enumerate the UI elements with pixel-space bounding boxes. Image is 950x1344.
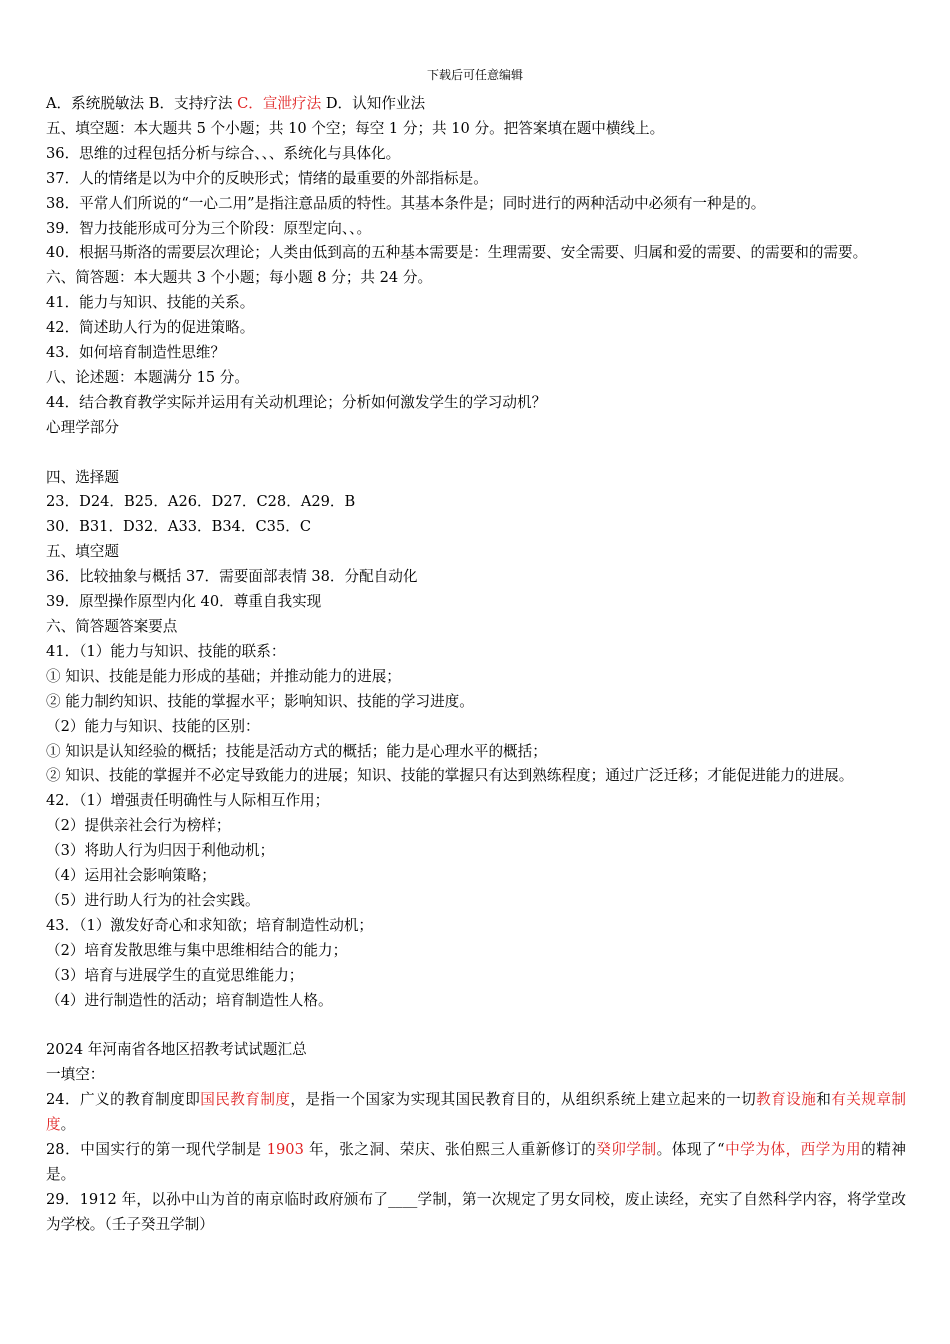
text-line bbox=[46, 839, 906, 864]
text-segment: （2）能力与知识、技能的区别： bbox=[46, 717, 260, 735]
text-line bbox=[46, 565, 906, 590]
text-segment: ① 知识、技能是能力形成的基础；并推动能力的进展； bbox=[46, 667, 401, 685]
text-line bbox=[46, 615, 906, 640]
answer-text: 国民教育制度 bbox=[200, 1091, 291, 1109]
text-line bbox=[46, 715, 906, 740]
text-segment: 2024 年河南省各地区招教考试试题汇总 bbox=[46, 1041, 307, 1059]
text-segment: 38．平常人们所说的“一心二用”是指注意品质的特性。其基本条件是；同时进行的两种活动中必须有一种是的。 bbox=[46, 194, 766, 212]
text-line bbox=[46, 1188, 906, 1238]
text-line bbox=[46, 1038, 906, 1063]
text-segment: A．系统脱敏法 B．支持疗法 bbox=[46, 95, 238, 112]
text-segment: 39．智力技能形成可分为三个阶段：原型定向、、。 bbox=[46, 219, 372, 237]
answer-text: 癸卯学制 bbox=[596, 1141, 657, 1159]
text-line bbox=[46, 316, 906, 341]
text-segment: 六、简答题答案要点 bbox=[46, 618, 178, 636]
document-body bbox=[46, 92, 906, 1238]
text-line bbox=[46, 391, 906, 416]
text-line bbox=[46, 266, 906, 291]
text-line bbox=[46, 740, 906, 765]
text-line bbox=[46, 764, 906, 789]
text-line bbox=[46, 789, 906, 814]
text-segment: ② 能力制约知识、技能的掌握水平；影响知识、技能的学习进度。 bbox=[46, 692, 474, 710]
text-line bbox=[46, 665, 906, 690]
text-line bbox=[46, 117, 906, 142]
text-segment: （5）进行助人行为的社会实践。 bbox=[46, 891, 260, 909]
text-line bbox=[46, 341, 906, 366]
text-line bbox=[46, 291, 906, 316]
text-line bbox=[46, 466, 906, 491]
text-segment: 28．中国实行的第一现代学制是 bbox=[46, 1141, 267, 1159]
text-line bbox=[46, 914, 906, 939]
text-segment: 43．如何培育制造性思维？ bbox=[46, 344, 226, 362]
text-segment: 。体现了“ bbox=[656, 1141, 725, 1159]
text-line bbox=[46, 814, 906, 839]
text-line bbox=[46, 490, 906, 515]
text-segment: 的精神是。 bbox=[46, 1141, 906, 1183]
text-line bbox=[46, 1138, 906, 1188]
text-segment: 40．根据马斯洛的需要层次理论；人类由低到高的五种基本需要是：生理需要、安全需要、归属和爱的需要、的需要和的需要。 bbox=[46, 244, 868, 262]
text-segment: 心理学部分 bbox=[46, 418, 119, 436]
text-line bbox=[46, 640, 906, 665]
text-segment: 和 bbox=[816, 1091, 832, 1109]
text-segment: （4）进行制造性的活动；培育制造性人格。 bbox=[46, 991, 333, 1009]
text-segment: 五、填空题：本大题共 5 个小题；共 10 个空；每空 1 分；共 10 分。把答案填在题中横线上。 bbox=[46, 119, 665, 137]
text-segment: 42．简述助人行为的促进策略。 bbox=[46, 319, 255, 337]
text-line bbox=[46, 515, 906, 540]
page-header: 下载后可任意编辑 bbox=[426, 68, 523, 82]
text-line bbox=[46, 92, 906, 117]
answer-text: 有关规章制度 bbox=[46, 1091, 906, 1134]
text-segment: 36．思维的过程包括分析与综合、、、系统化与具体化。 bbox=[46, 144, 401, 162]
text-line bbox=[46, 192, 906, 217]
text-segment: 30．B31．D32．A33．B34．C35．C bbox=[46, 518, 312, 536]
text-segment: 一填空： bbox=[46, 1066, 105, 1084]
text-line bbox=[46, 142, 906, 167]
text-line bbox=[46, 217, 906, 242]
text-segment: （3）将助人行为归因于利他动机； bbox=[46, 842, 275, 860]
text-line bbox=[46, 1088, 906, 1138]
text-segment: 四、选择题 bbox=[46, 468, 119, 486]
text-segment: ② 知识、技能的掌握并不必定导致能力的进展；知识、技能的掌握只有达到熟练程度；通过广泛迁移；才能促进能力的进展。 bbox=[46, 767, 854, 785]
blank-line bbox=[46, 441, 906, 466]
text-line bbox=[46, 540, 906, 565]
text-line bbox=[46, 167, 906, 192]
text-line bbox=[46, 989, 906, 1014]
text-line bbox=[46, 889, 906, 914]
text-segment: 年，张之洞、荣庆、张伯熙三人重新修订的 bbox=[303, 1141, 597, 1159]
text-segment: 41．能力与知识、技能的关系。 bbox=[46, 294, 255, 312]
text-segment: 29．1912 年，以孙中山为首的南京临时政府颁布了____学制，第一次规定了男女同校，废止读经，充实了自然科学内容，将学堂改为学校。（壬子癸丑学制） bbox=[46, 1190, 906, 1233]
text-segment: 44．结合教育教学实际并运用有关动机理论；分析如何激发学生的学习动机？ bbox=[46, 393, 547, 411]
answer-text: 中学为体，西学为用 bbox=[724, 1141, 862, 1159]
text-line bbox=[46, 590, 906, 615]
text-segment: 八、论述题：本题满分 15 分。 bbox=[46, 368, 249, 386]
text-segment: D．认知作业法 bbox=[321, 95, 426, 112]
text-segment: 37．人的情绪是以为中介的反映形式；情绪的最重要的外部指标是。 bbox=[46, 169, 488, 187]
text-segment: 36．比较抽象与概括 37．需要面部表情 38．分配自动化 bbox=[46, 568, 418, 586]
blank-line bbox=[46, 1014, 906, 1039]
text-segment: 六、简答题：本大题共 3 个小题；每小题 8 分；共 24 分。 bbox=[46, 269, 433, 287]
text-segment: （2）提供亲社会行为榜样； bbox=[46, 817, 231, 835]
text-line bbox=[46, 366, 906, 391]
answer-text: 教育设施 bbox=[756, 1091, 817, 1109]
text-segment: ① 知识是认知经验的概括；技能是活动方式的概括；能力是心理水平的概括； bbox=[46, 742, 547, 760]
text-segment: 43．（1）激发好奇心和求知欲；培育制造性动机； bbox=[46, 916, 374, 934]
answer-text: C．宣泄疗法 bbox=[237, 95, 322, 112]
text-line bbox=[46, 939, 906, 964]
text-segment: ，是指一个国家为实现其国民教育目的，从组织系统上建立起来的一切 bbox=[290, 1091, 757, 1109]
text-segment: 24．广义的教育制度即 bbox=[46, 1091, 201, 1109]
text-segment: 23．D24．B25．A26．D27．C28．A29．B bbox=[46, 493, 356, 511]
answer-text: 1903 bbox=[266, 1141, 304, 1159]
text-segment: 42．（1）增强责任明确性与人际相互作用； bbox=[46, 792, 330, 810]
text-line bbox=[46, 241, 906, 266]
text-segment: 。 bbox=[60, 1116, 76, 1134]
text-line bbox=[46, 1063, 906, 1088]
text-segment: （4）运用社会影响策略； bbox=[46, 867, 216, 885]
text-segment: 39．原型操作原型内化 40．尊重自我实现 bbox=[46, 593, 322, 611]
text-segment: （3）培育与进展学生的直觉思维能力； bbox=[46, 966, 304, 984]
text-segment: 五、填空题 bbox=[46, 543, 119, 561]
text-line bbox=[46, 416, 906, 441]
text-segment: 41．（1）能力与知识、技能的联系： bbox=[46, 642, 286, 660]
text-line bbox=[46, 690, 906, 715]
text-segment: （2）培育发散思维与集中思维相结合的能力； bbox=[46, 941, 348, 959]
text-line bbox=[46, 864, 906, 889]
text-line bbox=[46, 964, 906, 989]
